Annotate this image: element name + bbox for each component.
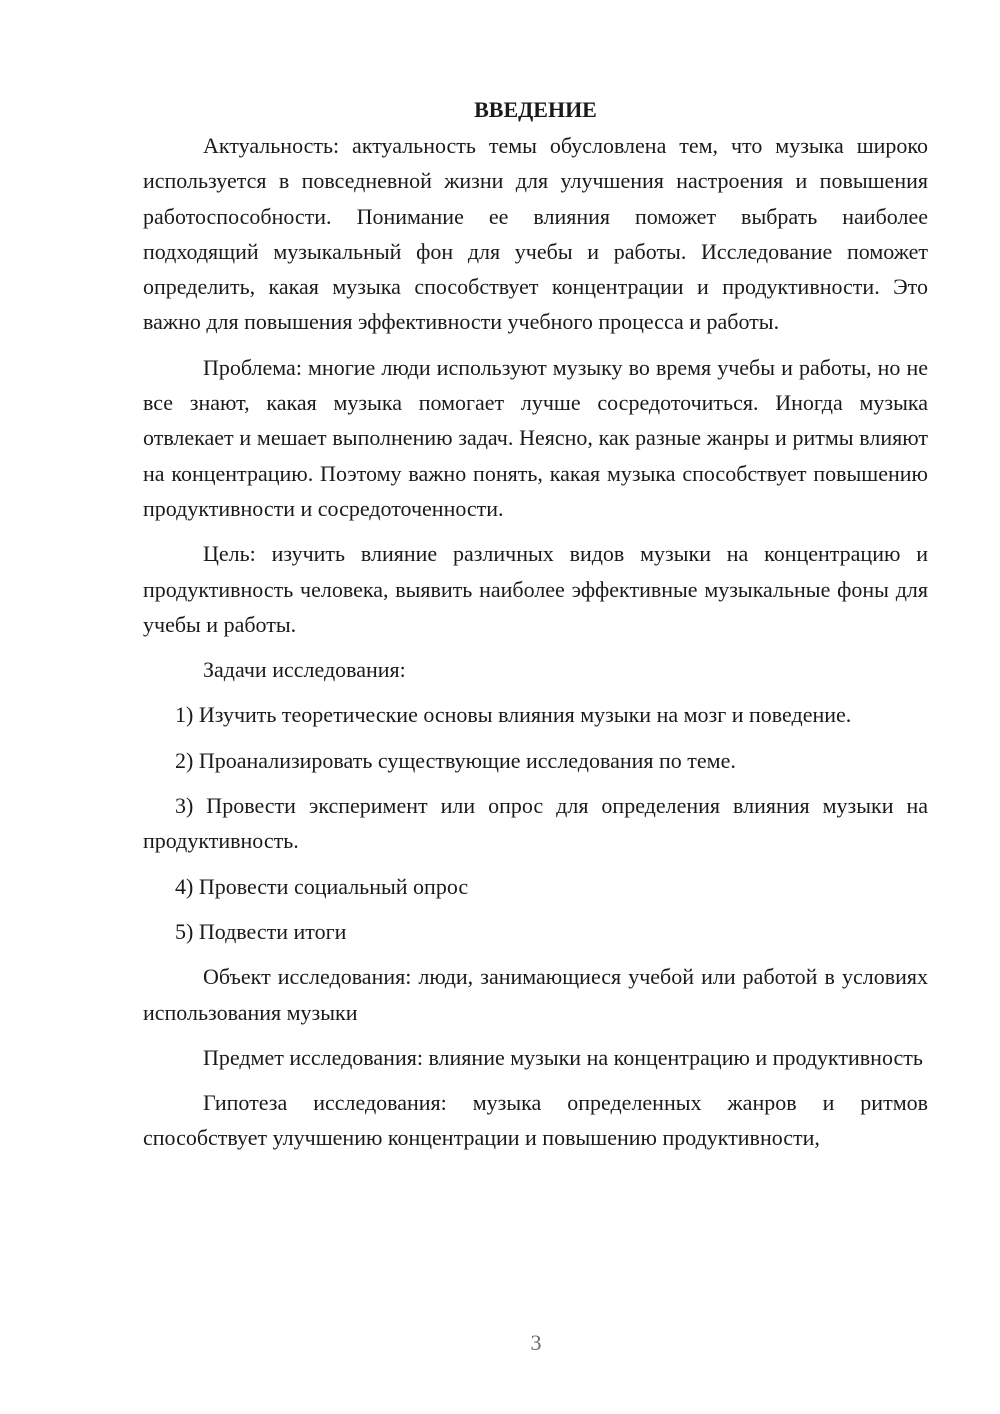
paragraph-object: Объект исследования: люди, занимающиеся учебой или работой в условиях использования музыки <box>143 964 928 1025</box>
paragraph-goal: Цель: изучить влияние различных видов музыки на концентрацию и продуктивность человека, выявить наиболее эффективные музыкальные фоны для учебы и работы. <box>143 541 928 637</box>
paragraph-subject: Предмет исследования: влияние музыки на концентрацию и продуктивность <box>203 1044 923 1070</box>
paragraph-relevance: Актуальность: актуальность темы обусловлена тем, что музыка широко используется в повседневной жизни для улучшения настроения и повышения работоспособности. Понимание ее влияния поможет выбрать наиболее подходящий музыкальный фон для учебы и работы. Исследование поможет определить, какая музыка способствует концентрации и продуктивности. Это важно для повышения эффективности учебного процесса и работы. <box>143 133 928 335</box>
task-item-5: 5) Подвести итоги <box>175 918 347 944</box>
document-page <box>143 92 928 1156</box>
paragraph-tasks-heading: Задачи исследования: <box>203 657 406 683</box>
task-item-2: 2) Проанализировать существующие исследования по теме. <box>175 747 736 773</box>
section-title: ВВЕДЕНИЕ <box>474 97 597 122</box>
paragraph-hypothesis: Гипотеза исследования: музыка определенных жанров и ритмов способствует улучшению концентрации и повышению продуктивности, <box>143 1090 928 1151</box>
page-number: 3 <box>530 1330 542 1355</box>
task-item-1: 1) Изучить теоретические основы влияния музыки на мозг и поведение. <box>175 702 852 728</box>
task-item-3: 3) Провести эксперимент или опрос для определения влияния музыки на продуктивность. <box>143 793 928 854</box>
paragraph-problem: Проблема: многие люди используют музыку во время учебы и работы, но не все знают, какая музыка помогает лучше сосредоточиться. Иногда музыка отвлекает и мешает выполнению задач. Неясно, как разные жанры и ритмы влияют на концентрацию. Поэтому важно понять, какая музыка способствует повышению продуктивности и сосредоточенности. <box>143 354 928 521</box>
task-item-4: 4) Провести социальный опрос <box>175 873 469 899</box>
